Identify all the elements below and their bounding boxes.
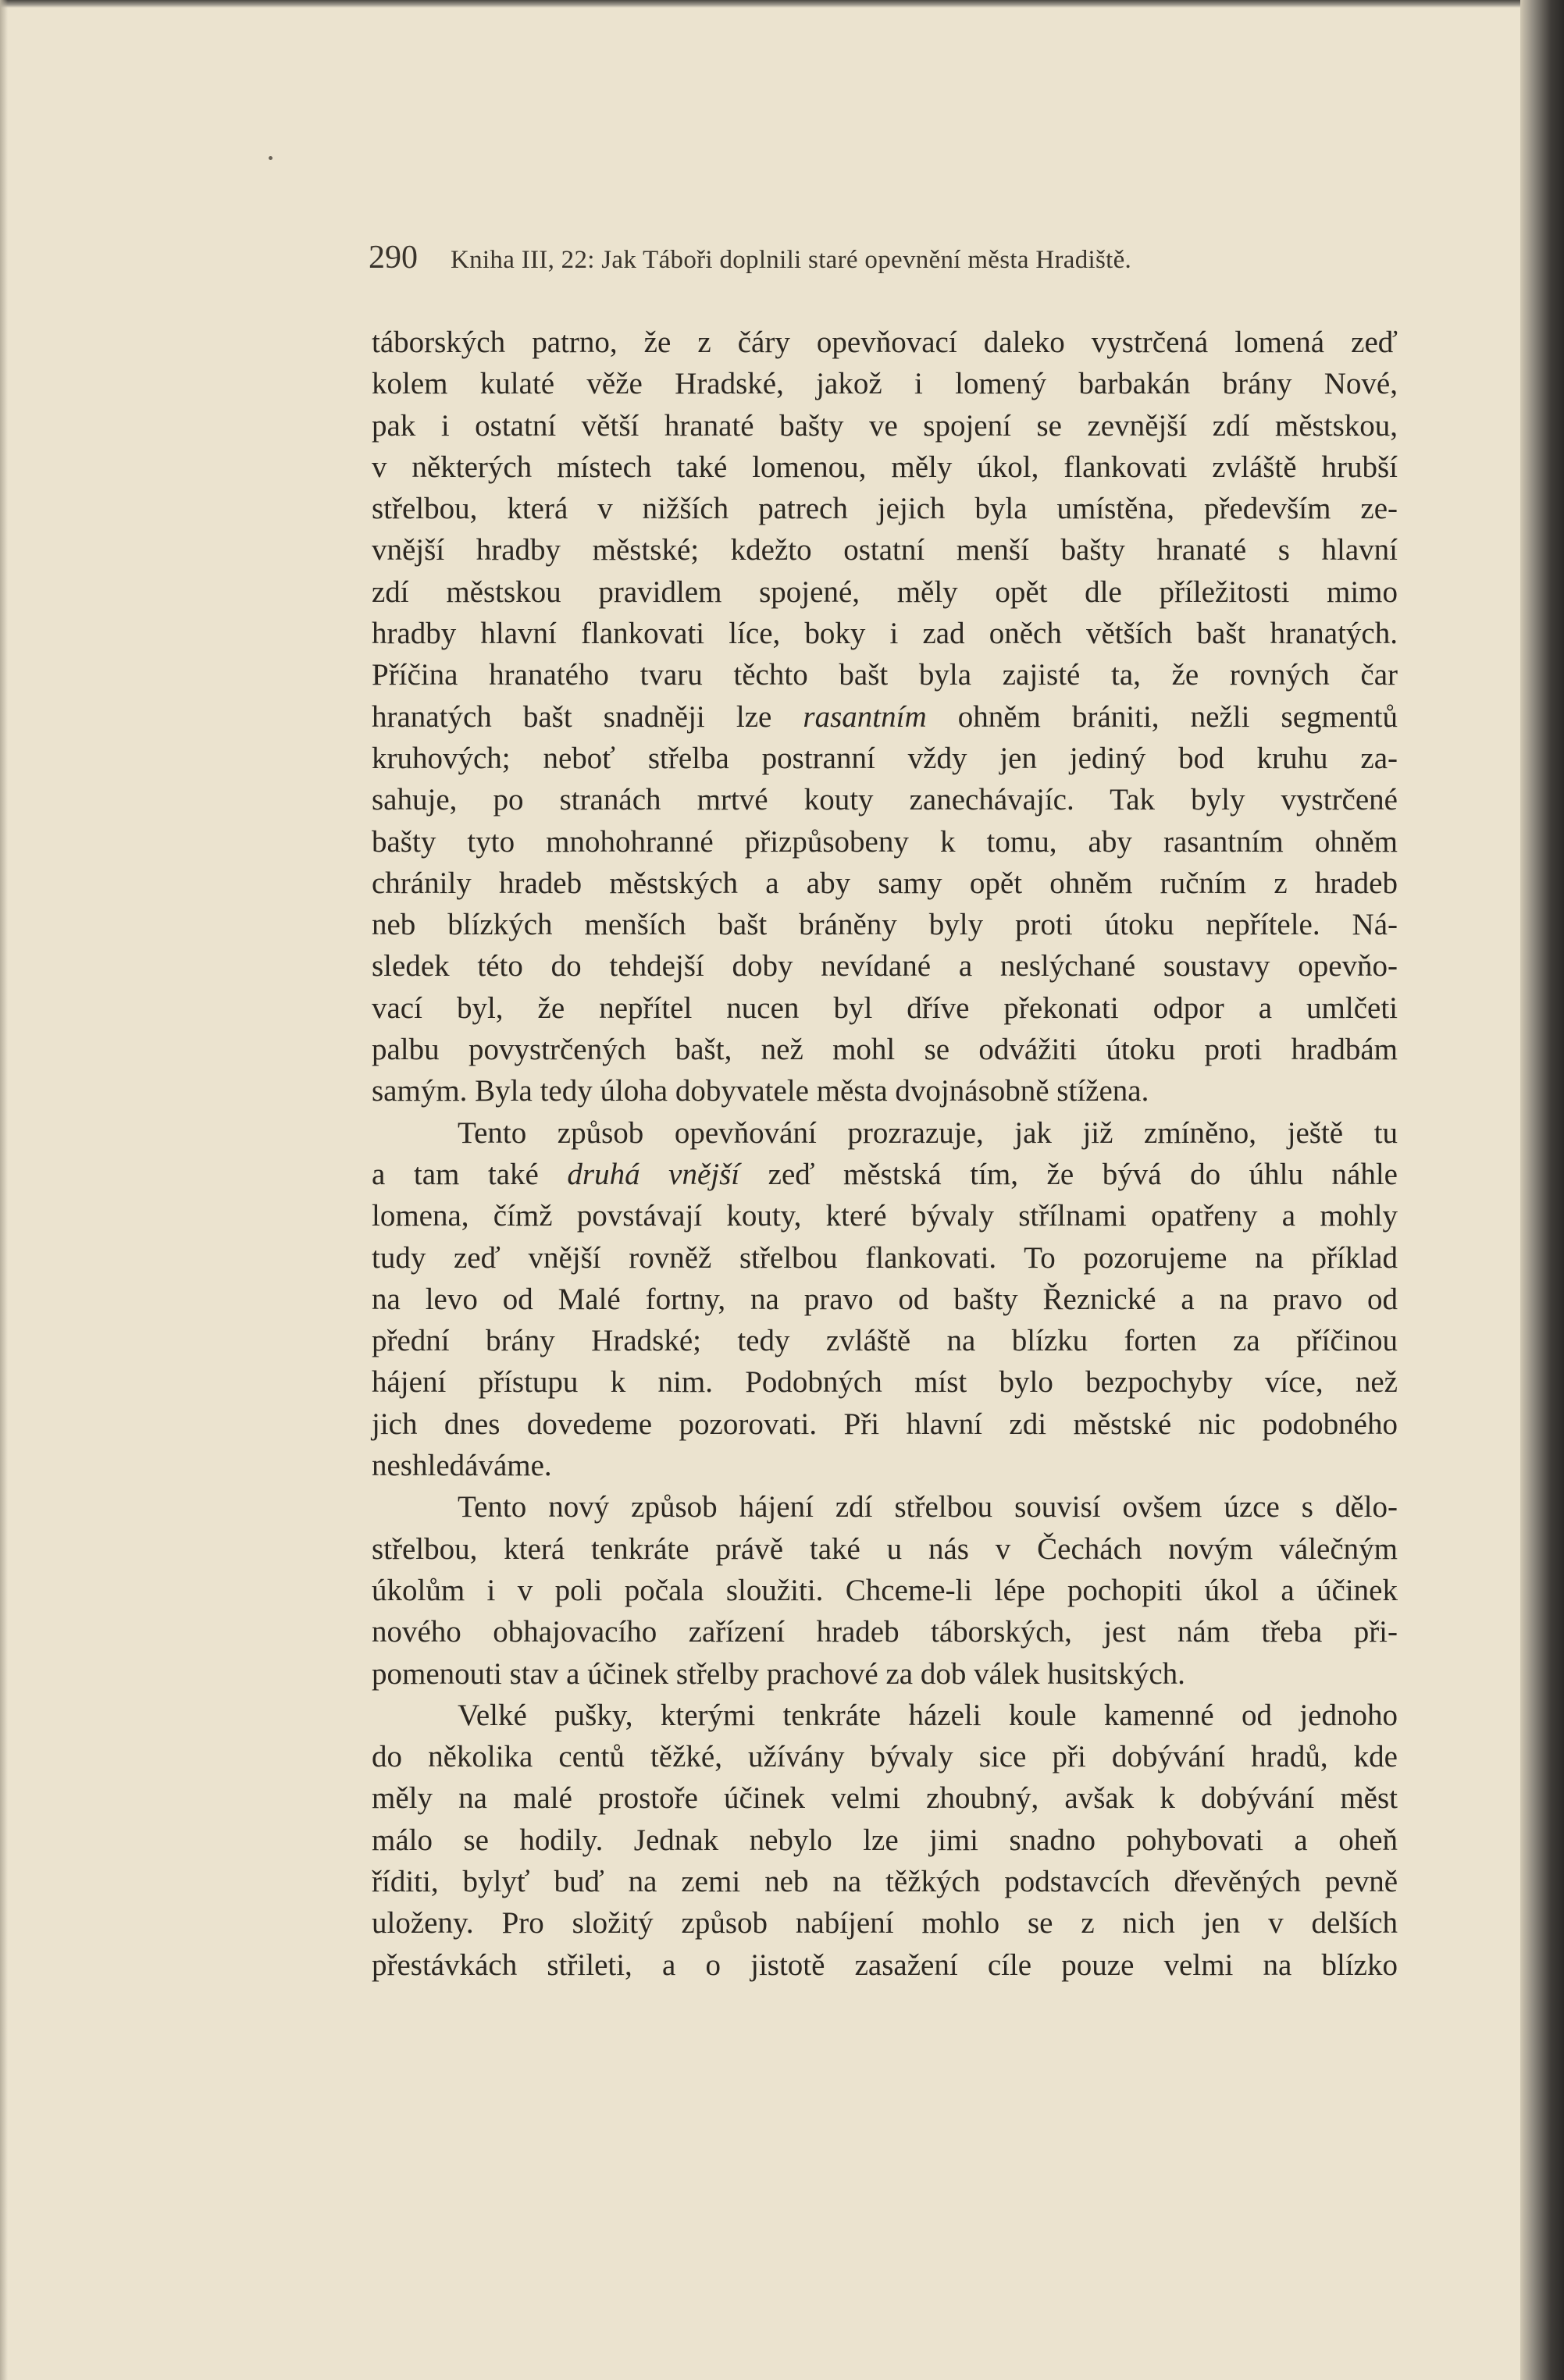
text-line — [372, 1902, 1398, 1944]
text-line-part: sledek této do tehdejší doby nevídané a neslýchané soustavy opevňo- — [372, 949, 1398, 984]
text-line — [372, 405, 1398, 446]
text-line-part: hranatých bašt snadněji lze — [372, 699, 803, 734]
text-line-part: zdí městskou pravidlem spojené, měly opět dle příležitosti mimo — [372, 575, 1398, 609]
text-line-part: málo se hodily. Jednak nebylo lze jimi snadno pohybovati a oheň — [372, 1823, 1398, 1857]
emphasized-word: druhá vnější — [567, 1157, 740, 1191]
text-line — [372, 945, 1398, 987]
text-line — [372, 1695, 1398, 1736]
scan-edge-left — [0, 0, 8, 2380]
text-line — [372, 613, 1398, 654]
text-line-part: a tam také — [372, 1157, 568, 1191]
text-line-part: střelbou, která v nižších patrech jejich byla umístěna, především ze- — [372, 492, 1398, 526]
text-line-part: vací byl, že nepřítel nucen byl dříve překonati odpor a umlčeti — [372, 991, 1398, 1025]
text-line — [372, 446, 1398, 488]
text-line-part: vnější hradby městské; kdežto ostatní menší bašty hranaté s hlavní — [372, 533, 1398, 567]
text-line-part: v některých místech také lomenou, měly úkol, flankovati zvláště hrubší — [372, 450, 1398, 484]
text-line-part: chránily hradeb městských a aby samy opět ohněm ručním z hradeb — [372, 866, 1398, 900]
text-line — [372, 1820, 1398, 1861]
text-line — [372, 779, 1398, 820]
text-line — [372, 1320, 1398, 1361]
text-line-part: neshledáváme. — [372, 1449, 552, 1483]
text-line — [372, 1070, 1398, 1112]
scan-edge-right — [1520, 0, 1564, 2380]
text-line-part: táborských patrno, že z čáry opevňovací daleko vystrčená lomená zeď — [372, 326, 1398, 359]
text-line — [372, 488, 1398, 529]
text-line — [372, 1736, 1398, 1777]
text-line-part: sahuje, po stranách mrtvé kouty zanechávajíc. Tak byly vystrčené — [372, 783, 1398, 817]
text-line — [372, 322, 1398, 363]
text-line — [372, 1237, 1398, 1279]
text-line — [372, 1154, 1398, 1195]
text-line-part: tudy zeď vnější rovněž střelbou flankovati. To pozorujeme na příklad — [372, 1240, 1398, 1275]
scan-edge-top — [0, 0, 1564, 8]
text-line — [372, 738, 1398, 779]
text-line — [372, 863, 1398, 904]
text-line-part: ohněm brániti, nežli segmentů — [926, 699, 1398, 734]
text-line — [372, 1486, 1398, 1528]
text-line-part: Příčina hranatého tvaru těchto bašt byla zajisté ta, že rovných čar — [372, 658, 1398, 692]
text-line-part: hájení přístupu k nim. Podobných míst bylo bezpochyby více, než — [372, 1365, 1398, 1400]
text-line-part: palbu povystrčených bašt, než mohl se odvážiti útoku proti hradbám — [372, 1033, 1398, 1067]
text-line — [372, 904, 1398, 945]
text-line — [372, 529, 1398, 571]
text-line-part: úkolům i v poli počala sloužiti. Chceme-li lépe pochopiti úkol a účinek — [372, 1573, 1398, 1607]
text-line-part: neb blízkých menších bašt bráněny byly proti útoku nepřítele. Ná- — [372, 908, 1398, 942]
text-line-part: měly na malé prostoře účinek velmi zhoubný, avšak k dobývání měst — [372, 1781, 1398, 1816]
text-line — [372, 696, 1398, 738]
text-line-part: bašty tyto mnohohranné přizpůsobeny k tomu, aby rasantním ohněm — [372, 824, 1398, 859]
text-line — [372, 1944, 1398, 1986]
text-line — [372, 1570, 1398, 1611]
text-line — [372, 1403, 1398, 1445]
running-head: Kniha III, 22: Jak Táboři doplnili staré opevnění města Hradiště. — [451, 246, 1132, 274]
text-line — [372, 1195, 1398, 1236]
text-line — [372, 571, 1398, 613]
text-line-part: pomenouti stav a účinek střelby prachové za dob válek husitských. — [372, 1656, 1185, 1691]
text-line-part: kruhových; neboť střelba postranní vždy jen jediný bod kruhu za- — [372, 741, 1398, 775]
text-line-part: do několika centů těžké, užívány bývaly sice při dobývání hradů, kde — [372, 1740, 1398, 1774]
text-line — [372, 1861, 1398, 1902]
text-line — [372, 1029, 1398, 1070]
text-line-part: pak i ostatní větší hranaté bašty ve spojení se zevnější zdí městskou, — [372, 408, 1398, 443]
body-text — [372, 322, 1398, 1986]
text-line-part: samým. Byla tedy úloha dobyvatele města dvojnásobně stížena. — [372, 1074, 1149, 1108]
text-line-part: zeď městská tím, že bývá do úhlu náhle — [739, 1157, 1398, 1191]
text-line — [372, 1777, 1398, 1819]
text-line — [372, 363, 1398, 404]
text-line-part: uloženy. Pro složitý způsob nabíjení mohlo se z nich jen v delších — [372, 1906, 1398, 1941]
text-line — [372, 1653, 1398, 1695]
text-line-part: nového obhajovacího zařízení hradeb táborských, jest nám třeba při- — [372, 1615, 1398, 1649]
text-line-part: hradby hlavní flankovati líce, boky i zad oněch větších bašt hranatých. — [372, 617, 1398, 651]
text-line-part: lomena, čímž povstávají kouty, které bývaly střílnami opatřeny a mohly — [372, 1199, 1398, 1233]
text-line-part: střelbou, která tenkráte právě také u nás v Čechách novým válečným — [372, 1532, 1398, 1566]
page-number: 290 — [369, 240, 418, 276]
text-line-part: Tento způsob opevňování prozrazuje, jak již zmíněno, ještě tu — [458, 1115, 1398, 1150]
emphasized-word: rasantním — [803, 699, 927, 734]
text-line — [372, 1279, 1398, 1320]
text-line-part: přední brány Hradské; tedy zvláště na blízku forten za příčinou — [372, 1324, 1398, 1358]
text-line — [372, 1528, 1398, 1570]
text-line — [372, 1445, 1398, 1486]
paper-speck — [269, 156, 273, 160]
text-line-part: kolem kulaté věže Hradské, jakož i lomený barbakán brány Nové, — [372, 367, 1398, 401]
text-line-part: přestávkách střileti, a o jistotě zasažení cíle pouze velmi na blízko — [372, 1948, 1398, 1982]
page-header — [369, 239, 1399, 286]
text-line — [372, 1361, 1398, 1403]
text-line — [372, 1112, 1398, 1154]
text-line-part: říditi, bylyť buď na zemi neb na těžkých podstavcích dřevěných pevně — [372, 1864, 1398, 1898]
text-line — [372, 1611, 1398, 1652]
text-line-part: Velké pušky, kterými tenkráte házeli koule kamenné od jednoho — [458, 1698, 1398, 1732]
text-line — [372, 821, 1398, 863]
text-line — [372, 654, 1398, 696]
text-line-part: Tento nový způsob hájení zdí střelbou souvisí ovšem úzce s dělo- — [458, 1490, 1398, 1524]
text-line-part: na levo od Malé fortny, na pravo od bašty Řeznické a na pravo od — [372, 1282, 1398, 1316]
text-line-part: jich dnes dovedeme pozorovati. Při hlavní zdi městské nic podobného — [372, 1407, 1398, 1441]
text-line — [372, 987, 1398, 1029]
